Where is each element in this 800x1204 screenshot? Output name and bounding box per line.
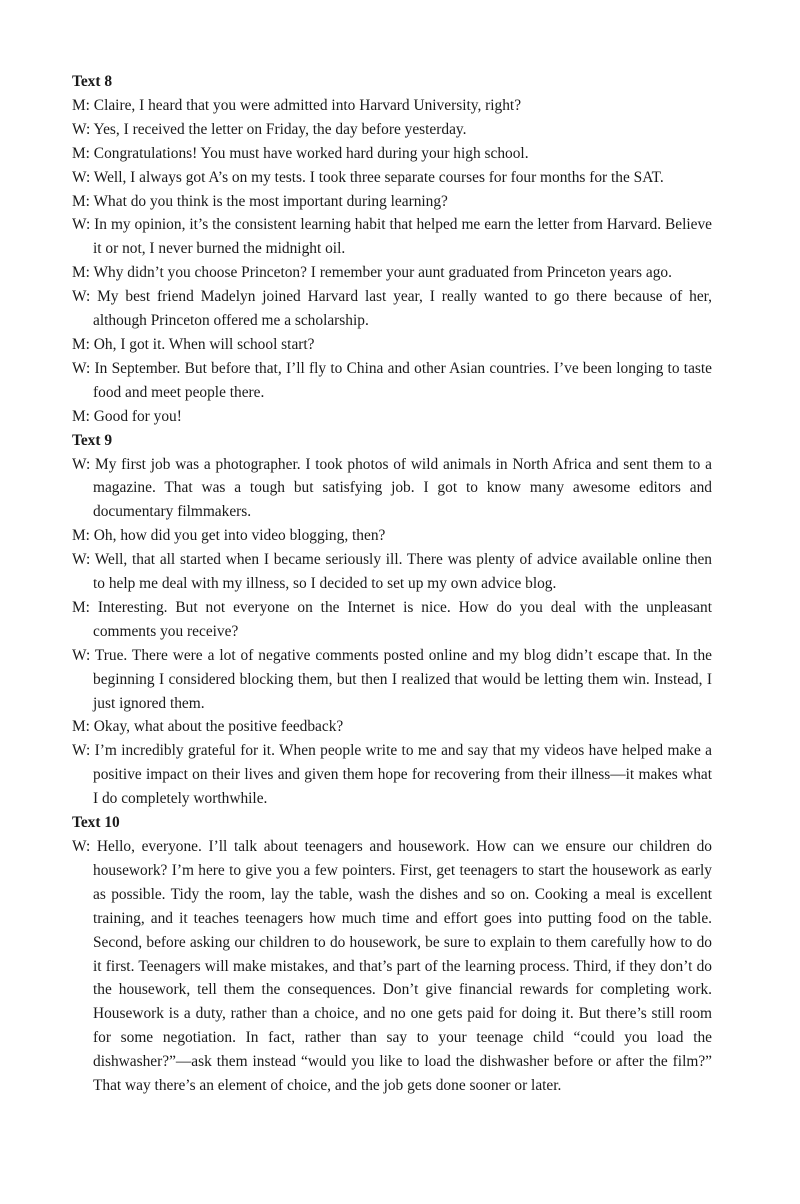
dialogue-line: W: My first job was a photographer. I took photos of wild animals in North Africa and sent them to a magazine. That was a tough but satisfying job. I got to know many awesome editors and documentary filmmakers. [72, 455, 712, 521]
dialogue-line: W: Yes, I received the letter on Friday, the day before yesterday. [72, 120, 467, 138]
monologue-paragraph: W: Hello, everyone. I’ll talk about teenagers and housework. How can we ensure our children do housework? I’m here to give you a few pointers. First, get teenagers to start the housework as early as possible. Tidy the room, lay the table, wash the dishes and so on. Cooking a meal is excellent training, and it teaches teenagers how much time and effort goes into putting food on the table. Second, before asking our children to do housework, be sure to explain to them carefully how to do it first. Teenagers will make mistakes, and that’s part of the learning process. Third, if they don’t do the housework, tell them the consequences. Don’t give financial rewards for completing work. Housework is a duty, rather than a choice, and no one gets paid for doing it. But there’s still room for some negotiation. In fact, rather than say to your teenage child “could you load the dishwasher?”—ask them instead “would you like to load the dishwasher before or after the film?” That way there’s an element of choice, and the job gets done sooner or later. [72, 838, 712, 1095]
section-heading: Text 9 [72, 431, 113, 449]
dialogue-line: W: Well, that all started when I became seriously ill. There was plenty of advice available online then to help me deal with my illness, so I decided to set up my own advice blog. [72, 551, 712, 593]
dialogue-line: M: What do you think is the most important during learning? [72, 192, 448, 210]
section-heading: Text 8 [72, 73, 113, 90]
dialogue-line: W: In September. But before that, I’ll fly to China and other Asian countries. I’ve been longing to taste food and meet people there. [72, 359, 712, 401]
dialogue-line: M: Claire, I heard that you were admitted into Harvard University, right? [72, 96, 522, 114]
dialogue-line: M: Oh, I got it. When will school start? [72, 335, 315, 353]
dialogue-line: M: Oh, how did you get into video blogging, then? [72, 527, 386, 545]
section-text-8 [72, 70, 712, 429]
dialogue-line: W: Well, I always got A’s on my tests. I took three separate courses for four months for the SAT. [72, 168, 664, 186]
transcript-page [72, 70, 712, 1098]
dialogue-line: M: Interesting. But not everyone on the Internet is nice. How do you deal with the unpleasant comments you receive? [72, 598, 712, 640]
dialogue-line: M: Good for you! [72, 407, 182, 425]
dialogue-line: W: My best friend Madelyn joined Harvard last year, I really wanted to go there because of her, although Princeton offered me a scholarship. [72, 288, 712, 330]
section-text-10 [72, 811, 712, 1098]
dialogue-line: W: In my opinion, it’s the consistent learning habit that helped me earn the letter from Harvard. Believe it or not, I never burned the midnight oil. [72, 216, 712, 258]
dialogue-line: W: True. There were a lot of negative comments posted online and my blog didn’t escape that. In the beginning I considered blocking them, but then I realized that would be letting them win. Instead, I just ignored them. [72, 646, 712, 712]
section-text-9 [72, 429, 712, 812]
dialogue-line: M: Okay, what about the positive feedback? [72, 718, 344, 736]
dialogue-line: M: Congratulations! You must have worked hard during your high school. [72, 144, 529, 162]
dialogue-line: M: Why didn’t you choose Princeton? I remember your aunt graduated from Princeton years ago. [72, 264, 672, 282]
dialogue-line: W: I’m incredibly grateful for it. When people write to me and say that my videos have helped make a positive impact on their lives and given them hope for recovering from their illness—it makes what I do completely worthwhile. [72, 742, 712, 808]
section-heading: Text 10 [72, 814, 120, 832]
